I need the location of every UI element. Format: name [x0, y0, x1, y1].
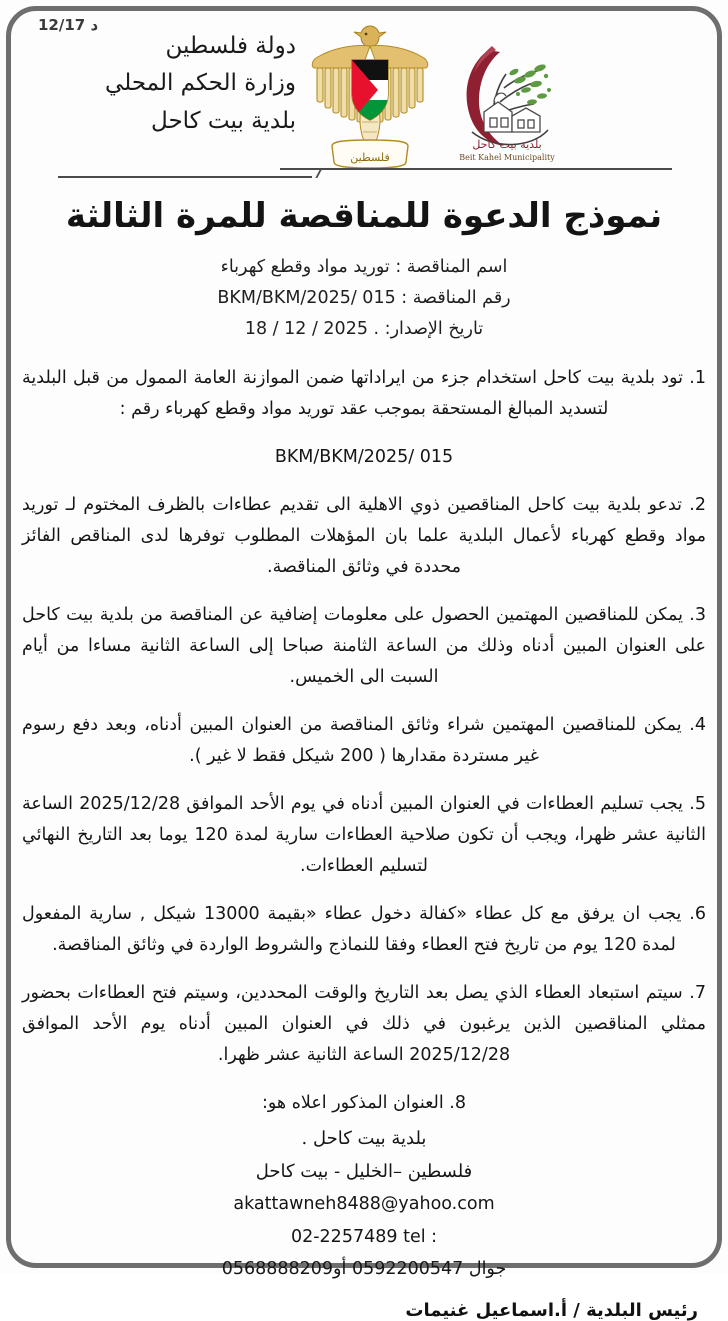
clause-7: 7. سيتم استبعاد العطاء الذي يصل بعد التاريخ والوقت المحددين، وسيتم فتح العطاءات بحضور ممثلي المناقصين الذين يرغبون في ذلك في العنوان المبين أدناه يوم الأحد الموافق 2025/12/28 الساعة الثانية عشر ظهرا.: [22, 983, 706, 1065]
address-municipality: بلدية بيت كاحل .: [301, 1127, 427, 1149]
contact-mobile-label: جوال: [468, 1259, 507, 1280]
contact-telephone-value: 02-2257489: [290, 1226, 398, 1247]
clause-8: 8. العنوان المذكور اعلاه هو:: [261, 1093, 467, 1114]
issue-date-value: 18 / 12 / 2025 .: [244, 319, 380, 340]
header-line-municipality: بلدية بيت كاحل: [151, 107, 296, 134]
contact-address-block: [16, 1122, 712, 1286]
contact-email-value: akattawneh8488@yahoo.com: [233, 1194, 495, 1215]
tender-number-label: رقم المناقصة :: [401, 288, 511, 309]
tender-name-value: توريد مواد وقطع كهرباء: [220, 257, 390, 277]
clause-5: 5. يجب تسليم العطاءات في العنوان المبين أدناه في يوم الأحد الموافق 2025/12/28 الساعة الثانية عشر ظهرا، ويجب أن تكون صلاحية العطاءات سارية لمدة 120 يوما بعد التاريخ النهائي لتسليم العطاءات.: [22, 794, 706, 876]
document-header: [16, 10, 712, 174]
header-line-ministry: وزارة الحكم المحلي: [105, 70, 296, 97]
clause-1: 1. تود بلدية بيت كاحل استخدام جزء من ايراداتها ضمن الموازنة العامة الممول من قبل البلدية لتسديد المبالغ المستحقة بموجب عقد توريد مواد وقطع كهرباء رقم :: [22, 367, 706, 419]
page-corner-tag: 12/17 د: [38, 16, 99, 34]
issue-date-label: تاريخ الإصدار:: [384, 319, 484, 340]
tender-clauses: [16, 363, 712, 1119]
address-location: فلسطين –الخليل - بيت كاحل: [255, 1161, 473, 1183]
issue-date-line: [16, 314, 712, 345]
clause-1-contract-code: BKM/BKM/2025/ 015: [274, 447, 454, 468]
header-org-titles: [16, 24, 296, 140]
tender-number-line: [16, 283, 712, 314]
eagle-banner-caption: فلسطين: [350, 151, 390, 164]
municipality-caption-ar: بلدية بيت كاحل: [472, 138, 542, 151]
tender-name-line: [16, 252, 712, 283]
tender-meta: [16, 252, 712, 345]
clause-4: 4. يمكن للمناقصين المهتمين شراء وثائق المناقصة من العنوان المبين أدناه، وبعد دفع رسوم غير مستردة مقدارها ( 200 شيكل فقط لا غير ).: [22, 715, 706, 766]
signature-mayor: رئيس البلدية / أ.اسماعيل غنيمات: [405, 1299, 698, 1321]
clause-6: 6. يجب ان يرفق مع كل عطاء «كفالة دخول عطاء «بقيمة 13000 شيكل , سارية المفعول لمدة 120 يوم من تاريخ فتح العطاء وفقا للنماذج والشروط الواردة في وثائق المناقصة.: [22, 904, 706, 955]
beit-kahel-municipality-logo-icon: [448, 24, 566, 176]
contact-telephone: [16, 1221, 712, 1253]
palestine-coat-of-arms-icon: [306, 24, 434, 184]
clause-3: 3. يمكن للمناقصين المهتمين الحصول على معلومات إضافية عن المناقصة من بلدية بيت كاحل على العنوان المبين أدناه وذلك من الساعة الثامنة صباحا إلى الساعة الثانية مساءا من أيام السبت الى الخميس.: [22, 605, 706, 687]
contact-mobile-value: 0592200547 أو0568888209: [221, 1259, 464, 1280]
contact-telephone-label: tel :: [403, 1226, 438, 1247]
header-logos: [306, 24, 566, 184]
municipality-caption-en: Beit Kahel Municipality: [459, 153, 555, 162]
divider-segment-left: [58, 176, 312, 178]
page-title: نموذج الدعوة للمناقصة للمرة الثالثة: [65, 196, 663, 236]
clause-2: 2. تدعو بلدية بيت كاحل المناقصين ذوي الاهلية الى تقديم عطاءات بالظرف المختوم لـ توريد مواد وقطع كهرباء لأعمال البلدية علما بان المؤهلات المطلوب توفرها لدى المناقص الفائز محددة في وثائق المناقصة.: [22, 495, 706, 577]
header-divider: [16, 168, 712, 182]
contact-mobile: [16, 1253, 712, 1285]
contact-email[interactable]: [16, 1188, 712, 1220]
tender-number-value: BKM/BKM/2025/ 015: [217, 288, 396, 309]
tender-name-label: اسم المناقصة :: [395, 257, 508, 277]
divider-segment-right: [280, 168, 672, 170]
header-line-state: دولة فلسطين: [165, 33, 296, 59]
